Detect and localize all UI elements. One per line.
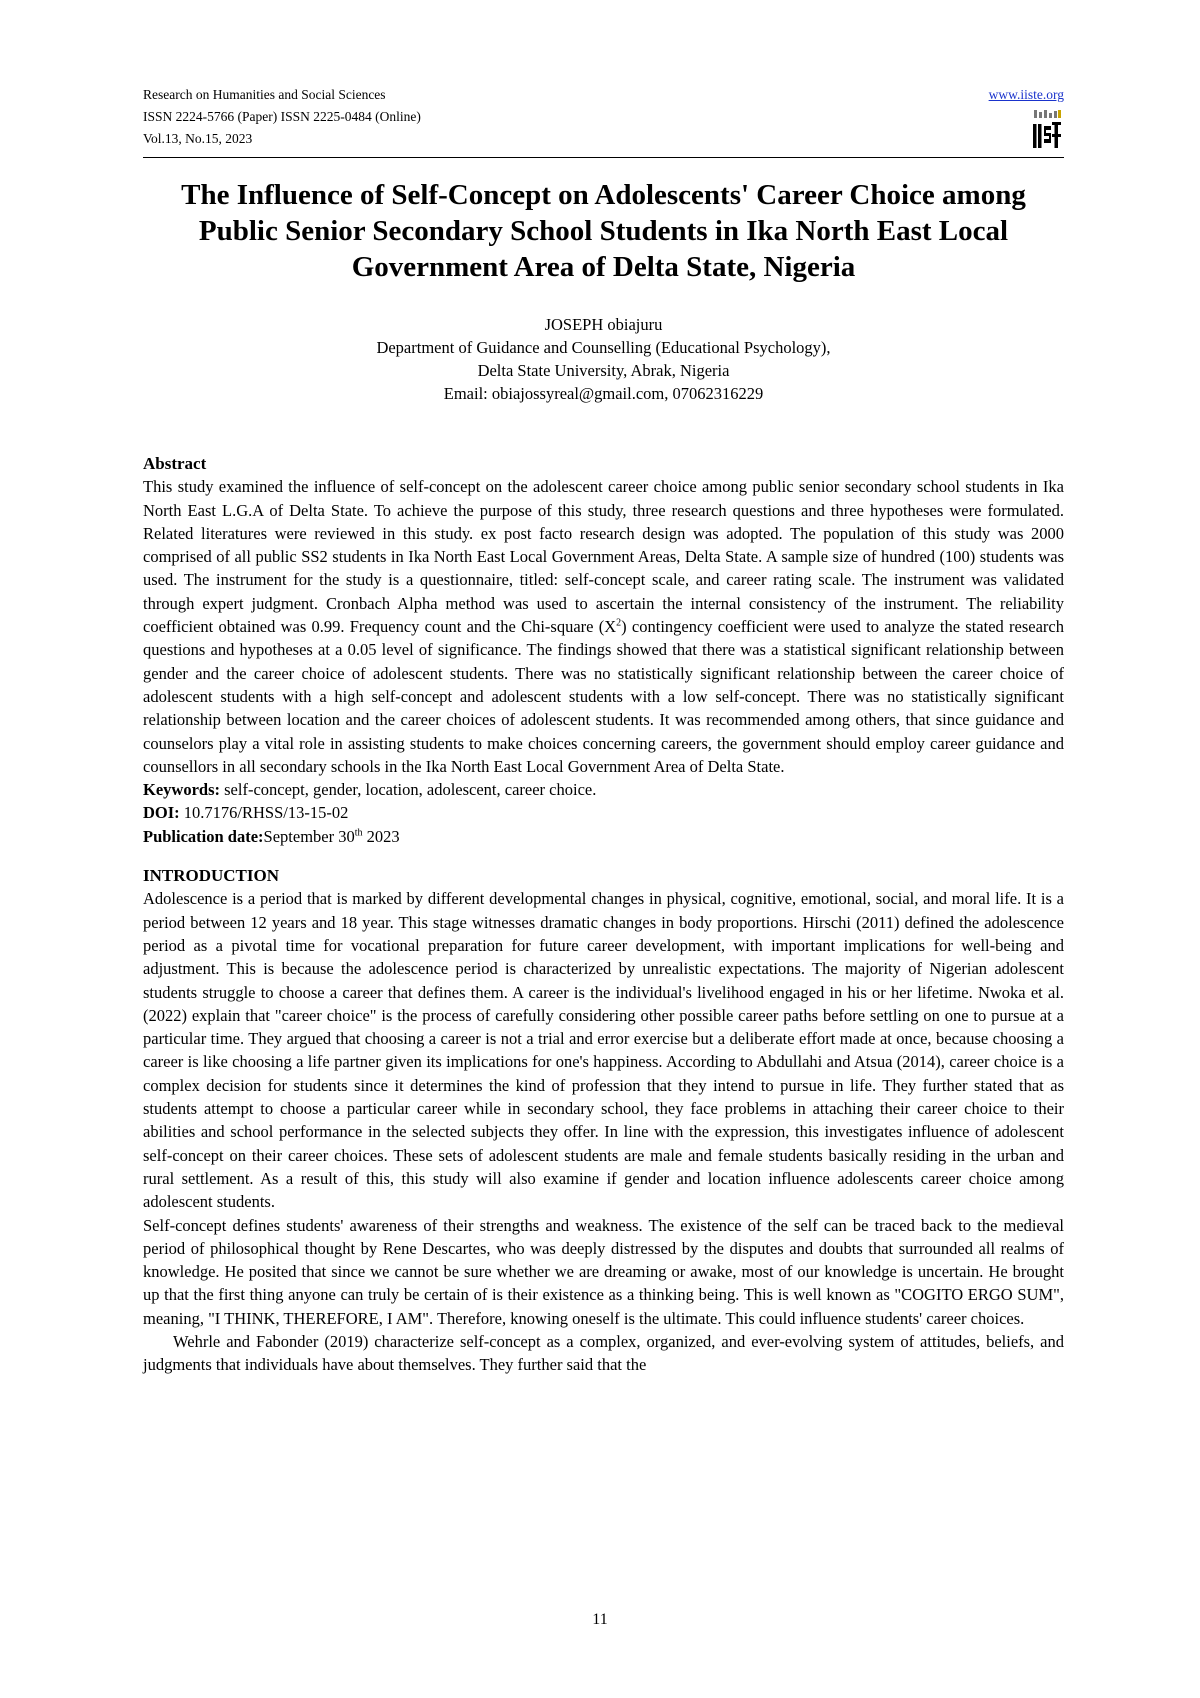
page-number: 11 [592, 1611, 608, 1628]
publication-date-line [143, 825, 1064, 848]
introduction-paragraph-1: Adolescence is a period that is marked by different developmental changes in physical, cognitive, emotional, social, and moral life. It is a period between 12 years and 18 year. This stage witnesses dramatic changes in body proportions. Hirschi (2011) defined the adolescence period as a pivotal time for vocational preparation for future career development, with important implications for well-being and adjustment. This is because the adolescence period is characterized by unrealistic expectations. The majority of Nigerian adolescent students struggle to choose a career that defines them. A career is the individual's livelihood engaged in his or her lifetime. Nwoka et al. (2022) explain that "career choice" is the process of carefully considering other possible career paths before settling on one to pursue at a particular time. They argued that choosing a career is not a trial and error exercise but a deliberate effort made at once, because choosing a career is like choosing a life partner given its implications for one's happiness. According to Abdullahi and Atsua (2014), career choice is a complex decision for students since it determines the kind of profession that they intend to pursue in life. They further stated that as students attempt to choose a particular career while in secondary school, they face problems in attaching their career choice to their abilities and school performance in the selected subjects they offer. In line with the expression, this investigates influence of adolescent self-concept on their career choices. These sets of adolescent students are male and female students basically residing in the urban and rural settlement. As a result of this, this study will also examine if gender and location influence adolescents career choice among adolescent students. [143, 889, 1064, 1212]
abstract-heading: Abstract [143, 454, 207, 473]
publication-date-value: September 30 [263, 826, 355, 846]
keywords-label: Keywords: [143, 780, 220, 800]
journal-name: Research on Humanities and Social Sciences [143, 87, 386, 102]
keywords-value: self-concept, gender, location, adolescent, career choice. [220, 780, 597, 800]
introduction-paragraph-2: Self-concept defines students' awareness of their strengths and weakness. The existence of the self can be traced back to the medieval period of philosophical thought by Rene Descartes, who was deeply distressed by the disputes and doubts that surrounded all realms of knowledge. He posited that since we cannot be sure whether we are dreaming or awake, most of our knowledge is uncertain. He brought up that the first thing anyone can truly be certain of is their existence as a thinking being. This is well known as "COGITO ERGO SUM", meaning, "I THINK, THEREFORE, I AM". Therefore, knowing oneself is the ultimate. This could influence students' career choices. [143, 1215, 1064, 1328]
doi-line [143, 801, 1064, 824]
author-block [143, 313, 1064, 405]
keywords-line [143, 778, 1064, 801]
author-name: JOSEPH obiajuru [544, 315, 663, 334]
paper-body [143, 452, 1064, 1377]
volume-line: Vol.13, No.15, 2023 [143, 131, 253, 146]
author-department: Department of Guidance and Counselling (Educational Psychology), [376, 338, 831, 357]
abstract-superscript: 2 [616, 617, 622, 629]
publication-date-label: Publication date: [143, 826, 264, 846]
abstract-text-b: ) contingency coefficient were used to analyze the stated research questions and hypotheses at a 0.05 level of significance. The findings showed that there was a statistical significant relationship between gender and the career choice of adolescent students. There was no statistically significant relationship between the career choice of adolescent students with a high self-concept and adolescent students with a low self-concept. There was no statistically significant relationship between location and the career choices of adolescent students. It was recommended among others, that since guidance and counselors play a vital role in assisting students to make choices concerning careers, the government should employ career guidance and counsellors in all secondary schools in the Ika North East Local Government Area of Delta State. [143, 617, 1064, 776]
introduction-paragraph-3: Wehrle and Fabonder (2019) characterize self-concept as a complex, organized, and ever-evolving system of attitudes, beliefs, and judgments that individuals have about themselves. They further said that the [143, 1331, 1064, 1375]
doi-value: 10.7176/RHSS/13-15-02 [179, 803, 349, 823]
issn-line: ISSN 2224-5766 (Paper) ISSN 2225-0484 (Online) [143, 109, 421, 124]
abstract-text-a: This study examined the influence of self-concept on the adolescent career choice among public senior secondary school students in Ika North East L.G.A of Delta State. To achieve the purpose of this study, three research questions and three hypotheses were formulated. Related literatures were reviewed in this study. ex post facto research design was adopted. The population of this study was 2000 comprised of all public SS2 students in Ika North East Local Government Areas, Delta State. A sample size of hundred (100) students was used. The instrument for the study is a questionnaire, titled: self-concept scale, and career rating scale. The instrument was validated through expert judgment. Cronbach Alpha method was used to ascertain the internal consistency of the instrument. The reliability coefficient obtained was 0.99. Frequency count and the Chi-square (X [143, 477, 1064, 637]
abstract-text [143, 475, 1064, 778]
author-university: Delta State University, Abrak, Nigeria [477, 361, 730, 380]
publication-date-year: 2023 [362, 826, 400, 846]
introduction-heading: INTRODUCTION [143, 866, 280, 886]
paper-title: The Influence of Self-Concept on Adolescents' Career Choice among Public Senior Secondary School Students in Ika North East Local Government Area of Delta State, Nigeria [181, 179, 1026, 283]
iiste-logo-icon [1032, 108, 1062, 152]
journal-header [143, 84, 1064, 156]
journal-url-link[interactable]: www.iiste.org [988, 87, 1064, 102]
author-email: Email: obiajossyreal@gmail.com, 07062316229 [443, 384, 764, 403]
header-rule [143, 157, 1064, 158]
doi-label: DOI: [143, 803, 180, 823]
publication-date-sup: th [354, 827, 363, 839]
